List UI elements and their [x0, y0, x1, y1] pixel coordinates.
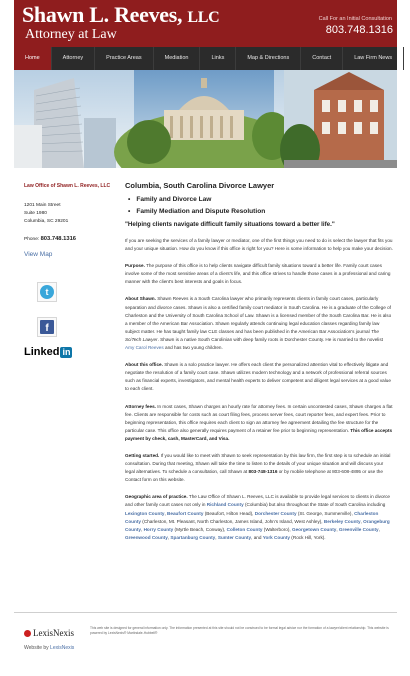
- geo-text: The Law Office of Shawn L. Reeves, LLC is available to provide legal services to clients in divorce and other family court cases not only in: [125, 494, 391, 508]
- geo-text: (Walterboro),: [263, 526, 291, 532]
- nav-mediation[interactable]: Mediation: [154, 47, 201, 70]
- website-credit: [24, 645, 74, 651]
- county-link[interactable]: Orangeburg County: [125, 518, 390, 532]
- county-link[interactable]: Greenwood County: [125, 534, 168, 540]
- geographic-heading: Geographic area of practice.: [125, 494, 188, 500]
- office-paragraph: [125, 361, 393, 393]
- facebook-icon: f: [40, 320, 54, 334]
- twitter-button[interactable]: [37, 282, 57, 302]
- county-link[interactable]: Beaufort County: [167, 510, 204, 516]
- office-text: Shawn is a solo practice lawyer. He offers each client the personalized attention vital to effectively litigate and negotiate the resolution of a family court case. Shawn utilizes modern technology and a network of professional referral sources such as financial experts, investigators, and mental health experts to deliver competent and diligent legal services at a good value to each client.: [125, 362, 391, 392]
- fees-heading: Attorney fees.: [125, 403, 156, 409]
- linkedin-in-badge: in: [62, 346, 71, 357]
- facebook-button[interactable]: [37, 317, 57, 337]
- linkedin-word: Linked: [24, 346, 60, 358]
- lexisnexis-logo-text: LexisNexis: [33, 628, 74, 638]
- about-end: and has two young children.: [164, 345, 223, 351]
- phone-label: Phone:: [24, 237, 40, 242]
- lexisnexis-link[interactable]: LexisNexis: [50, 645, 75, 651]
- geo-text: (Columbia) but also throughout the State of South Carolina including: [244, 502, 386, 508]
- address-line: 1201 Main Street: [24, 203, 61, 208]
- county-link[interactable]: Georgetown County: [291, 526, 337, 532]
- county-link[interactable]: Charleston County: [125, 510, 379, 524]
- service-item: • Family and Divorce Law: [125, 196, 393, 203]
- payment-methods: This office accepts payment by check, cash, MasterCard, and Visa.: [125, 427, 393, 441]
- footer-divider: [14, 612, 397, 613]
- consultation-label: Call For an Initial Consultation: [318, 16, 392, 22]
- nav-practice-areas[interactable]: Practice Areas: [95, 47, 153, 70]
- consultation-phone[interactable]: 803-748-1316: [248, 469, 278, 475]
- tagline: "Helping clients navigate difficult family situations toward a better life.": [125, 221, 335, 228]
- county-link[interactable]: Richland County: [206, 502, 244, 508]
- amy-carol-reeves-link[interactable]: Amy Carol Reeves: [125, 345, 164, 351]
- getting-started-text: If you would like to meet with Shawn to seek representation by this law firm, the first step is to schedule an initial consultation. During that meeting, Shawn will take the time to listen to the details of your unique situation and will discuss your legal alternatives. To schedule a consultation, call Shawn at: [125, 452, 391, 475]
- geographic-paragraph: Geographic area of practice. The Law Office of Shawn L. Reeves, LLC is available to provide legal services to clients in divorce and other family court cases not only in Richland County (Columbia) but also throughout the State of South Carolina including Lexington County, Beaufort County (Beaufort, Hilton Head), Dorchester County (St. George, Summerville), Charleston County (Charleston, Mt. Pleasant, North Charleston, James Island, John's Island, West Ashley), Berkeley County, Orangeburg County, Horry County (Myrtle Beach, Conway), Colleton County (Walterboro), Georgetown County, Greenville County, Greenwood County, Spartanburg County, Sumter County, and York County (Rock Hill, York).: [125, 494, 391, 540]
- footer-disclaimer: This web site is designed for general information only. The information presented at this site should not be construed to be formal legal advice nor the formation of a lawyer/client relationship. This website is powered by LexisNexis® Martindale-Hubbell®: [90, 626, 389, 635]
- main-content: [125, 181, 393, 542]
- about-heading: About Shawn.: [125, 296, 156, 302]
- nav-contact[interactable]: Contact: [301, 47, 343, 70]
- service-item: • Family Mediation and Dispute Resolution: [125, 208, 393, 215]
- site-header: [14, 0, 397, 47]
- sidebar: [24, 183, 116, 258]
- phone-number[interactable]: 803.748.1316: [40, 236, 77, 242]
- geo-text: (St. George, Summerville),: [297, 510, 353, 516]
- county-link[interactable]: Sumter County: [217, 534, 252, 540]
- purpose-text: The purpose of this office is to help clients navigate difficult family situations toward a better life. Family court cases involve some of the most sensitive areas of a client's life, and this office strives to handle those cases in a professional and caring manner with the client's best interests and goals in focus.: [125, 263, 391, 285]
- view-map-link[interactable]: View Map: [24, 251, 53, 258]
- intro-paragraph: If you are seeking the services of a family lawyer or mediator, one of the first things you need to do is select the lawyer that fits you and your unique situation. How do you know if this office is right for you? Here is some information to help you make your decision.: [125, 238, 393, 252]
- county-link[interactable]: Colleton County: [226, 526, 263, 532]
- geo-text: (Charleston, Mt. Pleasant, North Charleston, James Island, John's Island, West Ashley),: [142, 518, 323, 524]
- firm-subtitle: Attorney at Law: [25, 27, 117, 42]
- geo-text: (Rock Hill, York).: [291, 534, 326, 540]
- county-link[interactable]: Spartanburg County: [170, 534, 216, 540]
- address-line: Suite 1980: [24, 211, 47, 216]
- credit-label: Website by: [24, 645, 49, 651]
- nav-map-directions[interactable]: Map & Directions: [236, 47, 301, 70]
- purpose-paragraph: [125, 262, 393, 286]
- lexisnexis-logo[interactable]: [24, 628, 74, 638]
- banner-image: [14, 70, 397, 168]
- sidebar-firm-name: Law Office of Shawn L. Reeves, LLC: [24, 183, 111, 189]
- purpose-heading: Purpose.: [125, 263, 145, 269]
- getting-started-heading: Getting started.: [125, 452, 160, 458]
- county-link[interactable]: Horry County: [143, 526, 174, 532]
- fees-paragraph: [125, 403, 393, 443]
- geo-text: (Beaufort, Hilton Head),: [204, 510, 254, 516]
- county-link[interactable]: York County: [262, 534, 290, 540]
- linkedin-logo[interactable]: [24, 346, 72, 358]
- nav-law-firm-news[interactable]: Law Firm News: [343, 47, 404, 70]
- county-link[interactable]: Dorchester County: [254, 510, 297, 516]
- geo-text: (Myrtle Beach, Conway),: [174, 526, 226, 532]
- county-link[interactable]: Berkeley County: [323, 518, 361, 524]
- twitter-icon: t: [40, 285, 54, 299]
- page-title: Columbia, South Carolina Divorce Lawyer: [125, 181, 275, 190]
- services-list: [125, 196, 393, 215]
- header-phone[interactable]: 803.748.1316: [325, 24, 393, 36]
- office-heading: About this office.: [125, 362, 163, 368]
- nav-links[interactable]: Links: [200, 47, 236, 70]
- about-tail: . Shawn is a native South Carolinian with deep family roots in Dorchester County. He is married to the novelist: [157, 336, 383, 342]
- county-link[interactable]: Lexington County: [125, 510, 165, 516]
- about-paragraph: [125, 295, 393, 352]
- main-nav: [14, 47, 397, 70]
- sidebar-phone: [24, 236, 116, 242]
- getting-started-end: or by mobile telephone at 803-608-4895 or use the Contact form on this website.: [125, 469, 383, 483]
- firm-name-suffix: LLC: [187, 9, 220, 26]
- journal-title: The SciTech Lawyer: [125, 328, 379, 342]
- getting-started-paragraph: [125, 452, 393, 484]
- firm-name[interactable]: [22, 2, 219, 28]
- about-text: Shawn Reeves is a South Carolina lawyer who primarily represents clients in family court cases, particularly separation and divorce cases. Shawn is also a certified family court mediator in South Carolina. He is a graduate of the College of Charleston and the University of South Carolina School of Law. Shawn is a licensed member of the South Carolina Bar. He is also a member of the American Bar Association. Shawn regularly attends continuing legal education classes regarding family law subject matter. He has taught family law CLE classes and has been published in the American Bar Association's journal: [125, 296, 392, 334]
- nav-home[interactable]: Home: [14, 47, 52, 70]
- sidebar-address: [24, 202, 116, 226]
- nav-attorney[interactable]: Attorney: [52, 47, 95, 70]
- city-collage-illustration: [14, 70, 397, 168]
- geo-text: and: [253, 534, 262, 540]
- address-line: Columbia, SC 29201: [24, 219, 69, 224]
- lexisnexis-dot-icon: [24, 630, 31, 637]
- fees-text: In most cases, Shawn charges an hourly rate for attorney fees. In certain uncontested cases, Shawn charges a flat fee. Clients are responsible for costs such as court filing fees, process server fees, court reporter fees, and expert fees. Prior to beginning representation, this office requires each client to sign an attorney fee agreement detailing the fee structure for the particular case. This office also generally requires payment of a retainer fee prior to beginning representation.: [125, 403, 393, 433]
- firm-name-text: Shawn L. Reeves,: [22, 2, 183, 27]
- county-link[interactable]: Greenville County: [338, 526, 379, 532]
